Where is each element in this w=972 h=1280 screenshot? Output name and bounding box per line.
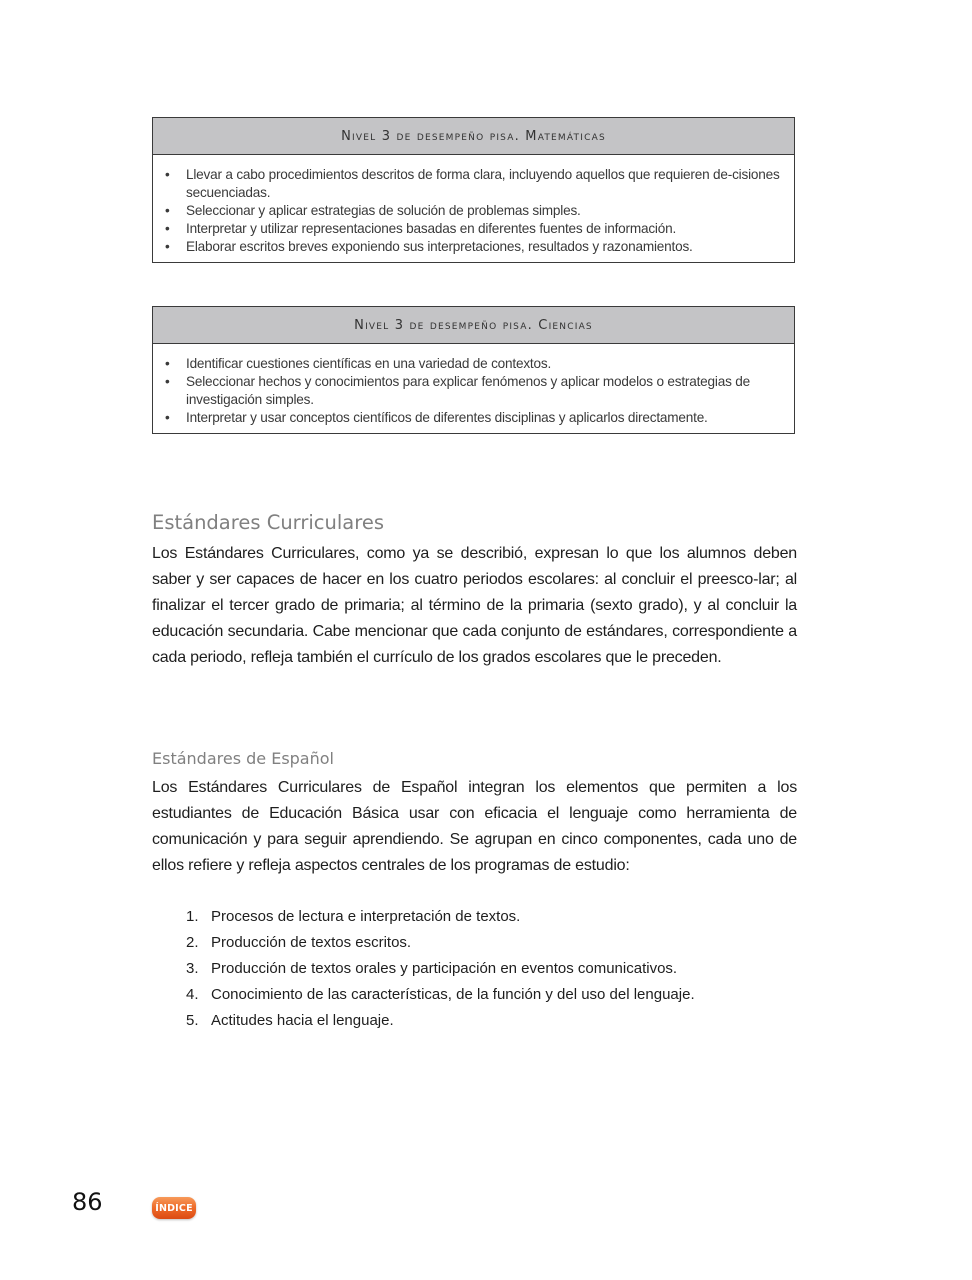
bullet-icon: • <box>165 239 170 254</box>
list-item: 3. Producción de textos orales y participación en eventos comunicativos. <box>186 960 678 977</box>
pisa-math-list <box>163 166 786 256</box>
list-item: 2. Producción de textos escritos. <box>186 934 412 951</box>
list-item: • Seleccionar y aplicar estrategias de solución de problemas simples. <box>165 203 581 218</box>
pisa-science-box-title: Nivel 3 de desempeño pisa. Ciencias <box>153 307 794 344</box>
page-number: 86 <box>72 1188 103 1216</box>
section-heading-estandares-curriculares: Estándares Curriculares <box>152 511 384 534</box>
section-paragraph-estandares-espanol: Los Estándares Curriculares de Español integran los elementos que permiten a los estudiantes de Educación Básica usar con eficacia el lenguaje como herramienta de comunicación y para seguir aprendiendo. Se agrupan en cinco componentes, cada uno de ellos refiere y refleja aspectos centrales de los programas de estudio: <box>152 779 797 874</box>
list-item: 1. Procesos de lectura e interpretación de textos. <box>186 908 521 925</box>
section-heading-estandares-espanol: Estándares de Español <box>152 749 334 768</box>
bullet-icon: • <box>165 221 170 236</box>
pisa-science-list <box>163 355 786 427</box>
list-item: • Llevar a cabo procedimientos descritos de forma clara, incluyendo aquellos que requieren de-cisiones secuenciadas. <box>165 167 780 200</box>
components-list <box>186 904 695 1034</box>
bullet-icon: • <box>165 167 170 182</box>
bullet-icon: • <box>165 203 170 218</box>
list-item: • Interpretar y utilizar representaciones basadas en diferentes fuentes de información. <box>165 221 677 236</box>
list-item: • Elaborar escritos breves exponiendo sus interpretaciones, resultados y razonamientos. <box>165 239 693 254</box>
bullet-icon: • <box>165 410 170 425</box>
list-item: • Seleccionar hechos y conocimientos para explicar fenómenos y aplicar modelos o estrategias de investigación simples. <box>165 374 750 407</box>
pisa-science-box <box>152 306 795 434</box>
list-item: 5. Actitudes hacia el lenguaje. <box>186 1012 394 1029</box>
list-item: 4. Conocimiento de las características, de la función y del uso del lenguaje. <box>186 986 695 1003</box>
section-paragraph-estandares-curriculares: Los Estándares Curriculares, como ya se describió, expresan lo que los alumnos deben saber y ser capaces de hacer en los cuatro periodos escolares: al concluir el preesco-lar; al finalizar el tercer grado de primaria; al término de la primaria (sexto grado), y al concluir la educación secundaria. Cabe mencionar que cada conjunto de estándares, correspondiente a cada periodo, refleja también el currículo de los grados escolares que le preceden. <box>152 545 797 666</box>
pisa-math-box-title: Nivel 3 de desempeño pisa. Matemáticas <box>153 118 794 155</box>
list-item: • Interpretar y usar conceptos científicos de diferentes disciplinas y aplicarlos directamente. <box>165 410 708 425</box>
index-button[interactable]: ÍNDICE <box>152 1197 196 1219</box>
pisa-math-box <box>152 117 795 263</box>
bullet-icon: • <box>165 374 170 389</box>
bullet-icon: • <box>165 356 170 371</box>
list-item: • Identificar cuestiones científicas en una variedad de contextos. <box>165 356 552 371</box>
